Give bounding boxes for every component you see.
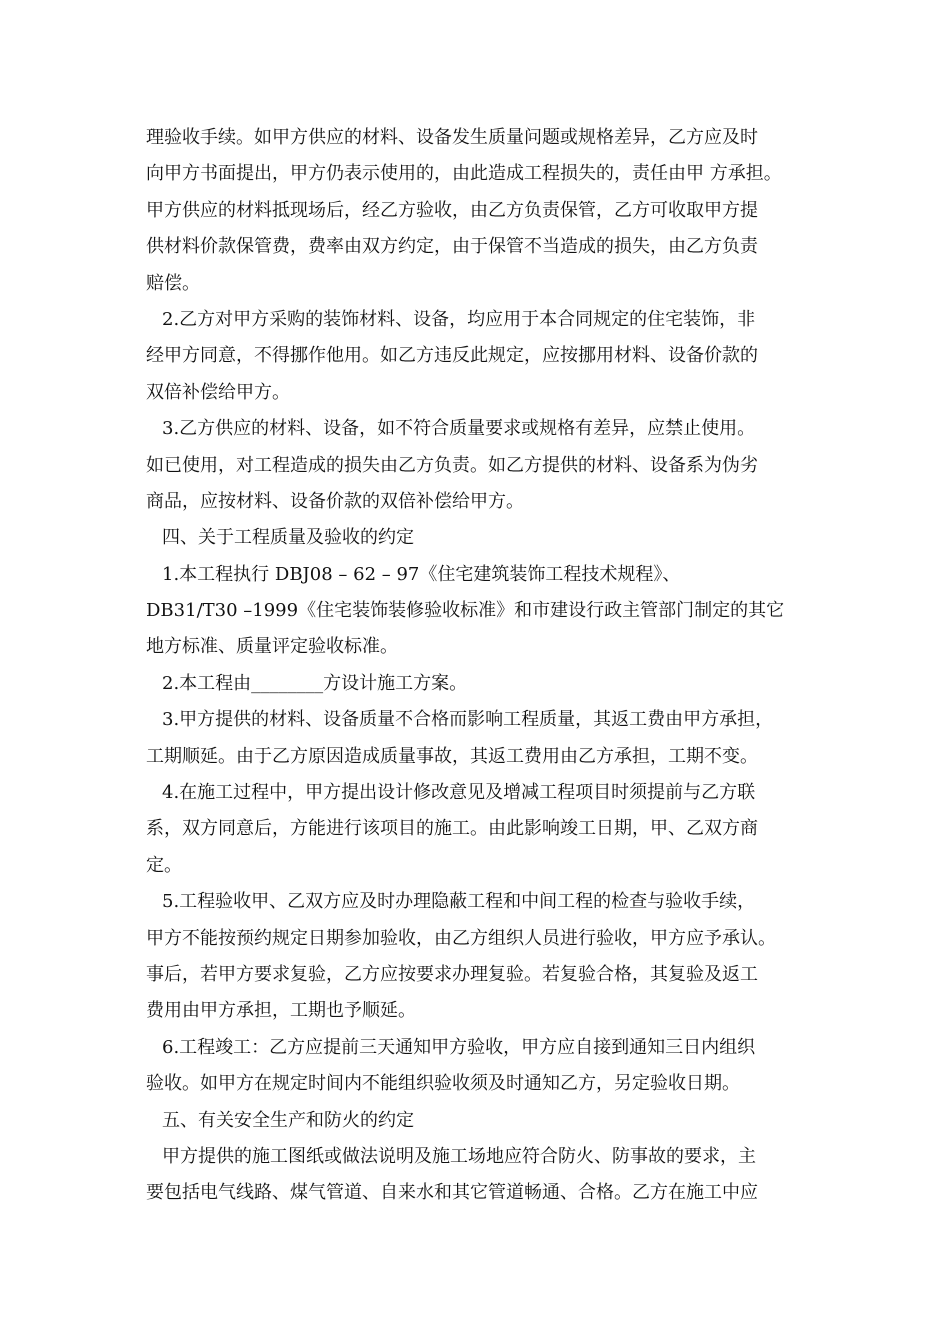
text-line: 费用由甲方承担，工期也予顺延。: [146, 1000, 416, 1022]
text-line: 要包括电气线路、煤气管道、自来水和其它管道畅通、合格。乙方在施工中应: [146, 1182, 758, 1204]
text-line: 验收。如甲方在规定时间内不能组织验收须及时通知乙方，另定验收日期。: [146, 1073, 740, 1095]
text-line: 供材料价款保管费，费率由双方约定，由于保管不当造成的损失，由乙方负责: [146, 236, 758, 258]
document-body: [146, 120, 826, 1212]
text-line: 经甲方同意，不得挪作他用。如乙方违反此规定，应按挪用材料、设备价款的: [146, 345, 758, 367]
text-line: 甲方提供的施工图纸或做法说明及施工场地应符合防火、防事故的要求，主: [162, 1145, 756, 1167]
text-line: 4.在施工过程中，甲方提出设计修改意见及增减工程项目时须提前与乙方联: [162, 782, 756, 804]
text-line: 1.本工程执行 DBJ08 – 62 – 97《住宅建筑装饰工程技术规程》、: [162, 563, 681, 585]
text-line: 2.本工程由________方设计施工方案。: [162, 672, 468, 694]
text-line: 商品，应按材料、设备价款的双倍补偿给甲方。: [146, 490, 524, 512]
text-line: 如已使用，对工程造成的损失由乙方负责。如乙方提供的材料、设备系为伪劣: [146, 454, 758, 476]
text-line: 四、关于工程质量及验收的约定: [162, 527, 414, 549]
text-line: 五、有关安全生产和防火的约定: [162, 1109, 414, 1131]
text-line: 理验收手续。如甲方供应的材料、设备发生质量问题或规格差异，乙方应及时: [146, 127, 758, 148]
text-line: 定。: [146, 854, 182, 876]
text-line: 地方标准、质量评定验收标准。: [146, 636, 398, 658]
text-line: DB31/T30 –1999《住宅装饰装修验收标准》和市建设行政主管部门制定的其它: [146, 600, 785, 622]
text-line: 工期顺延。由于乙方原因造成质量事故，其返工费用由乙方承担，工期不变。: [146, 745, 758, 767]
text-line: 5.工程验收甲、乙双方应及时办理隐蔽工程和中间工程的检查与验收手续，: [162, 891, 756, 913]
text-line: 2.乙方对甲方采购的装饰材料、设备，均应用于本合同规定的住宅装饰，非: [162, 308, 756, 330]
text-line: 赔偿。: [146, 272, 200, 294]
text-line: 系，双方同意后，方能进行该项目的施工。由此影响竣工日期，甲、乙双方商: [146, 818, 758, 840]
text-line: 双倍补偿给甲方。: [146, 381, 290, 403]
text-line: 甲方供应的材料抵现场后，经乙方验收，由乙方负责保管，乙方可收取甲方提: [146, 199, 758, 221]
text-line: 6.工程竣工：乙方应提前三天通知甲方验收，甲方应自接到通知三日内组织: [162, 1036, 756, 1058]
text-line: 3.乙方供应的材料、设备，如不符合质量要求或规格有差异，应禁止使用。: [162, 418, 756, 440]
text-line: 事后，若甲方要求复验，乙方应按要求办理复验。若复验合格，其复验及返工: [146, 963, 758, 985]
text-line: 向甲方书面提出，甲方仍表示使用的，由此造成工程损失的，责任由甲 方承担。: [146, 163, 782, 185]
text-line: 甲方不能按预约规定日期参加验收，由乙方组织人员进行验收，甲方应予承认。: [146, 927, 776, 949]
text-line: 3.甲方提供的材料、设备质量不合格而影响工程质量，其返工费由甲方承担，: [162, 709, 774, 731]
